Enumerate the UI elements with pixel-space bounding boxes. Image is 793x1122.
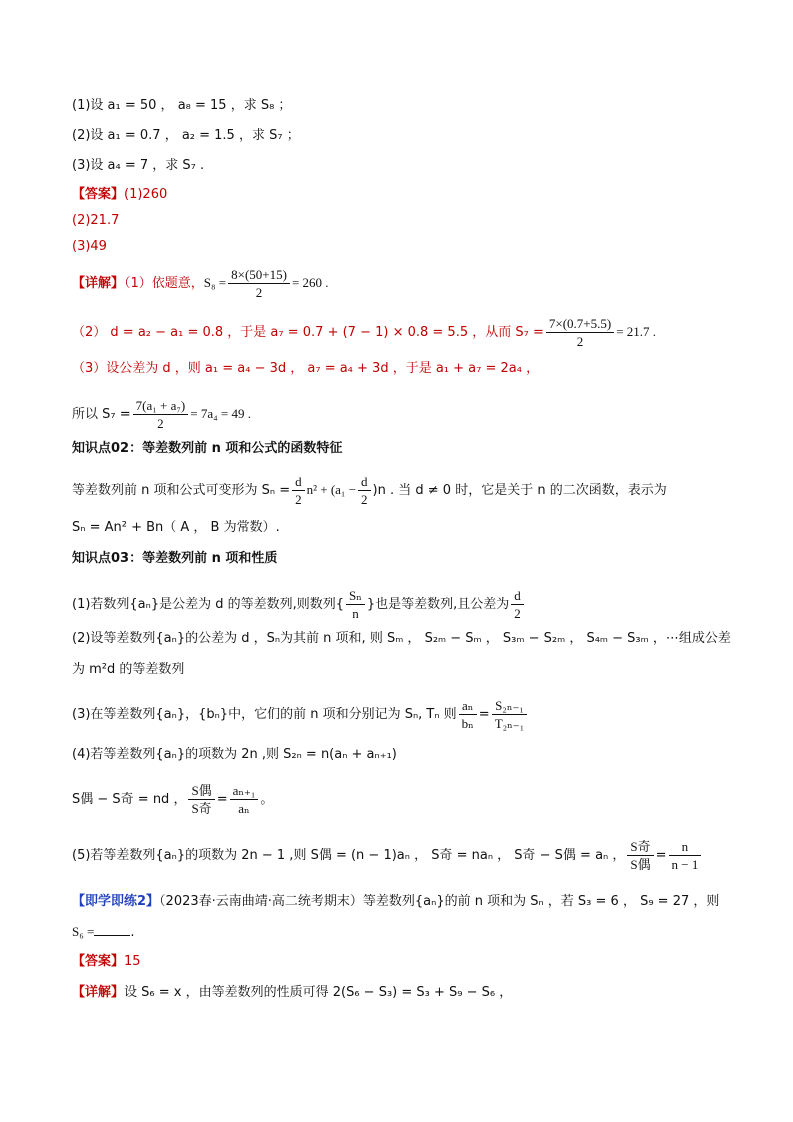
p3-num: aₙ	[459, 697, 477, 715]
property-4-cont	[72, 782, 273, 817]
p3-eq: =	[478, 707, 490, 722]
detail-3b-text: 所以 S₇ =	[72, 407, 131, 422]
answer-line	[72, 186, 167, 204]
property-5	[72, 838, 703, 873]
exercise-line	[72, 893, 719, 911]
exercise-text-2: S₆ =	[72, 924, 95, 939]
p5-eq: =	[655, 848, 667, 863]
answer-label: 【答案】	[72, 187, 125, 202]
p3-den-2: T₂ₙ₋₁	[494, 716, 525, 731]
kp2-f1-den: 2	[295, 492, 302, 507]
p4-end: 。	[260, 792, 274, 807]
question-2: (2)设 a₁ = 0.7 ， a₂ = 1.5 ，求 S₇ ；	[72, 128, 300, 143]
kp2-fraction-2	[358, 473, 371, 508]
question-1: (1)设 a₁ = 50 ， a₈ = 15 ，求 S₈ ；	[72, 98, 292, 113]
p5-den: S偶	[630, 857, 651, 872]
answer-3: (3)49	[72, 239, 107, 254]
knowledge-point-2-title: 知识点02：等差数列前 n 项和公式的函数特征	[72, 441, 343, 456]
kp2-fraction-1	[292, 473, 305, 508]
detail-2-text: （2） d = a₂ − a₁ = 0.8 ，于是 a₇ = 0.7 + (7 − 1) × 0.8 = 5.5 ，从而 S₇ =	[72, 325, 544, 340]
exercise-answer: 15	[124, 954, 141, 969]
p4-text: S偶 − S奇 = nd ，	[72, 792, 187, 807]
answer-1: (1)260	[124, 187, 168, 202]
p3-fraction	[459, 697, 477, 732]
exercise-label: 【即学即练2】	[72, 894, 160, 909]
detail-1-rhs: = 260 .	[291, 275, 329, 290]
p4-num-2: aₙ₊₁	[230, 782, 259, 800]
property-4: (4)若等差数列{aₙ}的项数为 2n ,则 S₂ₙ = n(aₙ + aₙ₊₁)	[72, 747, 397, 762]
kp2-text-3: )n . 当 d ≠ 0 时，它是关于 n 的二次函数，表示为	[372, 483, 667, 498]
detail-3b	[72, 397, 251, 432]
question-3: (3)设 a₄ = 7 ，求 S₇ .	[72, 158, 205, 173]
kp2-formula-line-2: Sₙ = An² + Bn（ A ， B 为常数）.	[72, 520, 280, 535]
detail-1-fraction	[228, 266, 290, 301]
p5-fraction-2	[669, 838, 702, 873]
exercise-detail-line	[72, 984, 512, 1002]
p4-num: S偶	[188, 782, 214, 800]
p3-text: (3)在等差数列{aₙ}，{bₙ}中，它们的前 n 项和分别记为 Sₙ, Tₙ 则	[72, 707, 457, 722]
detail-1	[72, 266, 329, 301]
kp2-f1-num: d	[292, 473, 305, 491]
kp2-f2-den: 2	[361, 492, 368, 507]
detail-2-rhs: = 21.7 .	[616, 324, 657, 339]
detail-1-lhs: S₈ =	[203, 275, 227, 290]
detail-1-text: （1）依题意，	[124, 276, 204, 291]
p4-eq: =	[216, 792, 228, 807]
p1-num-2: d	[511, 587, 524, 605]
p3-den: bₙ	[461, 716, 474, 731]
detail-1-num: 8×(50+15)	[228, 266, 290, 284]
kp2-f2-num: d	[358, 473, 371, 491]
answer-2: (2)21.7	[72, 213, 120, 228]
property-1	[72, 587, 526, 622]
detail-3-fraction	[133, 397, 189, 432]
p1-den-2: 2	[514, 606, 521, 621]
kp2-text-2: n² + (a₁ −	[306, 482, 357, 497]
property-3	[72, 697, 529, 732]
answer-blank[interactable]	[94, 923, 130, 936]
p5-num: S奇	[627, 838, 653, 856]
p5-text: (5)若等差数列{aₙ}的项数为 2n − 1 ,则 S偶 = (n − 1)aₙ ， S奇 = naₙ ， S奇 − S偶 = aₙ ，	[72, 848, 626, 863]
p4-fraction	[188, 782, 214, 817]
exercise-answer-line	[72, 953, 141, 971]
p1-text-a: (1)若数列{aₙ}是公差为 d 的等差数列,则数列{	[72, 597, 345, 612]
exercise-text: （2023春·云南曲靖·高二统考期末）等差数列{aₙ}的前 n 项和为 Sₙ ，若 S₃ = 6 ， S₉ = 27 ，则	[159, 894, 720, 909]
p5-num-2: n	[669, 838, 702, 856]
exercise-detail-label: 【详解】	[72, 985, 125, 1000]
detail-3b-rhs: = 7a₄ = 49 .	[190, 406, 251, 421]
p5-den-2: n − 1	[671, 857, 699, 872]
exercise-answer-label: 【答案】	[72, 954, 125, 969]
kp2-text-1: 等差数列前 n 项和公式可变形为 Sₙ =	[72, 483, 291, 498]
kp2-formula-line	[72, 473, 667, 508]
detail-2-num: 7×(0.7+5.5)	[546, 315, 614, 333]
knowledge-point-3-title: 知识点03：等差数列前 n 项和性质	[72, 551, 278, 566]
p1-num: Sₙ	[346, 587, 365, 605]
p3-num-2: S₂ₙ₋₁	[492, 697, 528, 715]
property-2-cont: 为 m²d 的等差数列	[72, 662, 185, 677]
detail-2-fraction	[546, 315, 614, 350]
p1-den: n	[352, 606, 359, 621]
detail-3-num: 7(a₁ + a₇)	[133, 397, 189, 415]
exercise-detail: 设 S₆ = x ，由等差数列的性质可得 2(S₆ − S₃) = S₃ + S₉ − S₆ ，	[124, 985, 513, 1000]
detail-3-den: 2	[157, 416, 164, 431]
p4-den: S奇	[191, 801, 212, 816]
p4-fraction-2	[230, 782, 259, 817]
p1-fraction-2	[511, 587, 524, 622]
p1-text-b: }也是等差数列,且公差为	[366, 597, 510, 612]
detail-1-den: 2	[255, 285, 263, 300]
p4-den-2: aₙ	[238, 801, 250, 816]
detail-2-den: 2	[576, 334, 584, 349]
detail-3a: （3）设公差为 d ，则 a₁ = a₄ − 3d ， a₇ = a₄ + 3d ，于是 a₁ + a₇ = 2a₄ ，	[72, 361, 540, 376]
exercise-text-2-end: .	[130, 925, 135, 940]
p5-fraction	[627, 838, 653, 873]
p1-fraction	[346, 587, 365, 622]
property-2: (2)设等差数列{aₙ}的公差为 d ，Sₙ为其前 n 项和, 则 Sₘ ， S₂ₘ − Sₘ ， S₃ₘ − S₂ₘ ， S₄ₘ − S₃ₘ ，⋯组成公差	[72, 631, 731, 646]
detail-2	[72, 315, 656, 350]
exercise-line-2	[72, 923, 134, 942]
detail-label: 【详解】	[72, 276, 125, 291]
p3-fraction-2	[492, 697, 528, 732]
